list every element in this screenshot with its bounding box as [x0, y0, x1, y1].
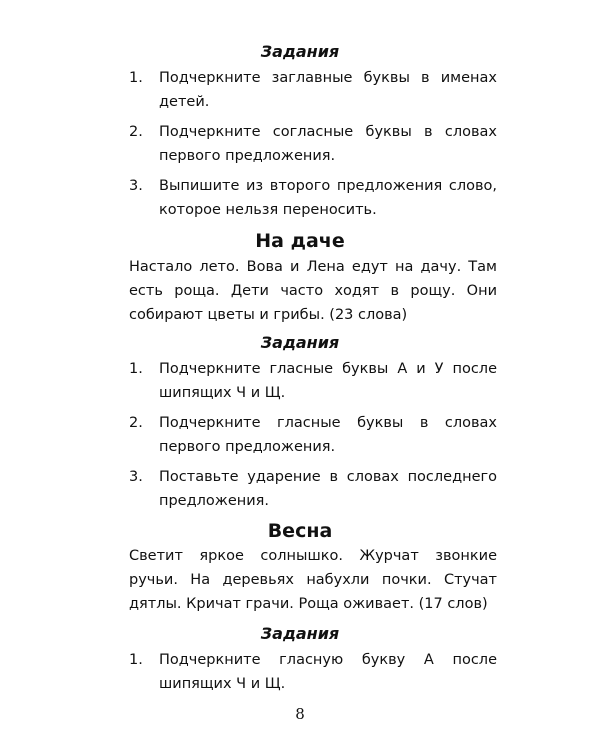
task-item — [129, 411, 497, 459]
task-text: Подчеркните гласные буквы А и У после шипящих Ч и Щ. — [159, 361, 497, 401]
task-item — [129, 357, 497, 405]
task-item — [129, 465, 497, 513]
text-title: На даче — [255, 230, 345, 252]
task-number: 1. — [129, 652, 143, 668]
task-number: 3. — [129, 469, 143, 485]
task-number: 2. — [129, 124, 143, 140]
tasks-heading: Задания — [260, 624, 340, 643]
task-item — [129, 648, 497, 696]
tasks-heading: Задания — [260, 42, 340, 61]
tasks-list — [129, 357, 497, 519]
task-text: Подчеркните гласные буквы в словах первого предложения. — [159, 415, 497, 455]
page-number: 8 — [295, 705, 305, 723]
task-item — [129, 174, 497, 222]
text-title: Весна — [267, 520, 333, 542]
task-text: Подчеркните согласные буквы в словах первого предложения. — [159, 124, 497, 164]
dictation-text: Настало лето. Вова и Лена едут на дачу. Там есть роща. Дети часто ходят в рощу. Они собирают цветы и грибы. (23 слова) — [129, 259, 497, 323]
task-text: Поставьте ударение в словах последнего предложения. — [159, 469, 497, 509]
task-number: 3. — [129, 178, 143, 194]
task-number: 1. — [129, 361, 143, 377]
tasks-heading: Задания — [260, 333, 340, 352]
dictation-text: Светит яркое солнышко. Журчат звонкие ручьи. На деревьях набухли почки. Стучат дятлы. Кричат грачи. Роща оживает. (17 слов) — [129, 548, 497, 612]
task-text: Подчеркните заглавные буквы в именах детей. — [159, 70, 497, 110]
task-number: 2. — [129, 415, 143, 431]
tasks-list — [129, 648, 497, 702]
task-item — [129, 120, 497, 168]
tasks-list — [129, 66, 497, 228]
task-item — [129, 66, 497, 114]
task-number: 1. — [129, 70, 143, 86]
task-text: Подчеркните гласную букву А после шипящих Ч и Щ. — [159, 652, 497, 692]
task-text: Выпишите из второго предложения слово, которое нельзя переносить. — [159, 178, 497, 218]
